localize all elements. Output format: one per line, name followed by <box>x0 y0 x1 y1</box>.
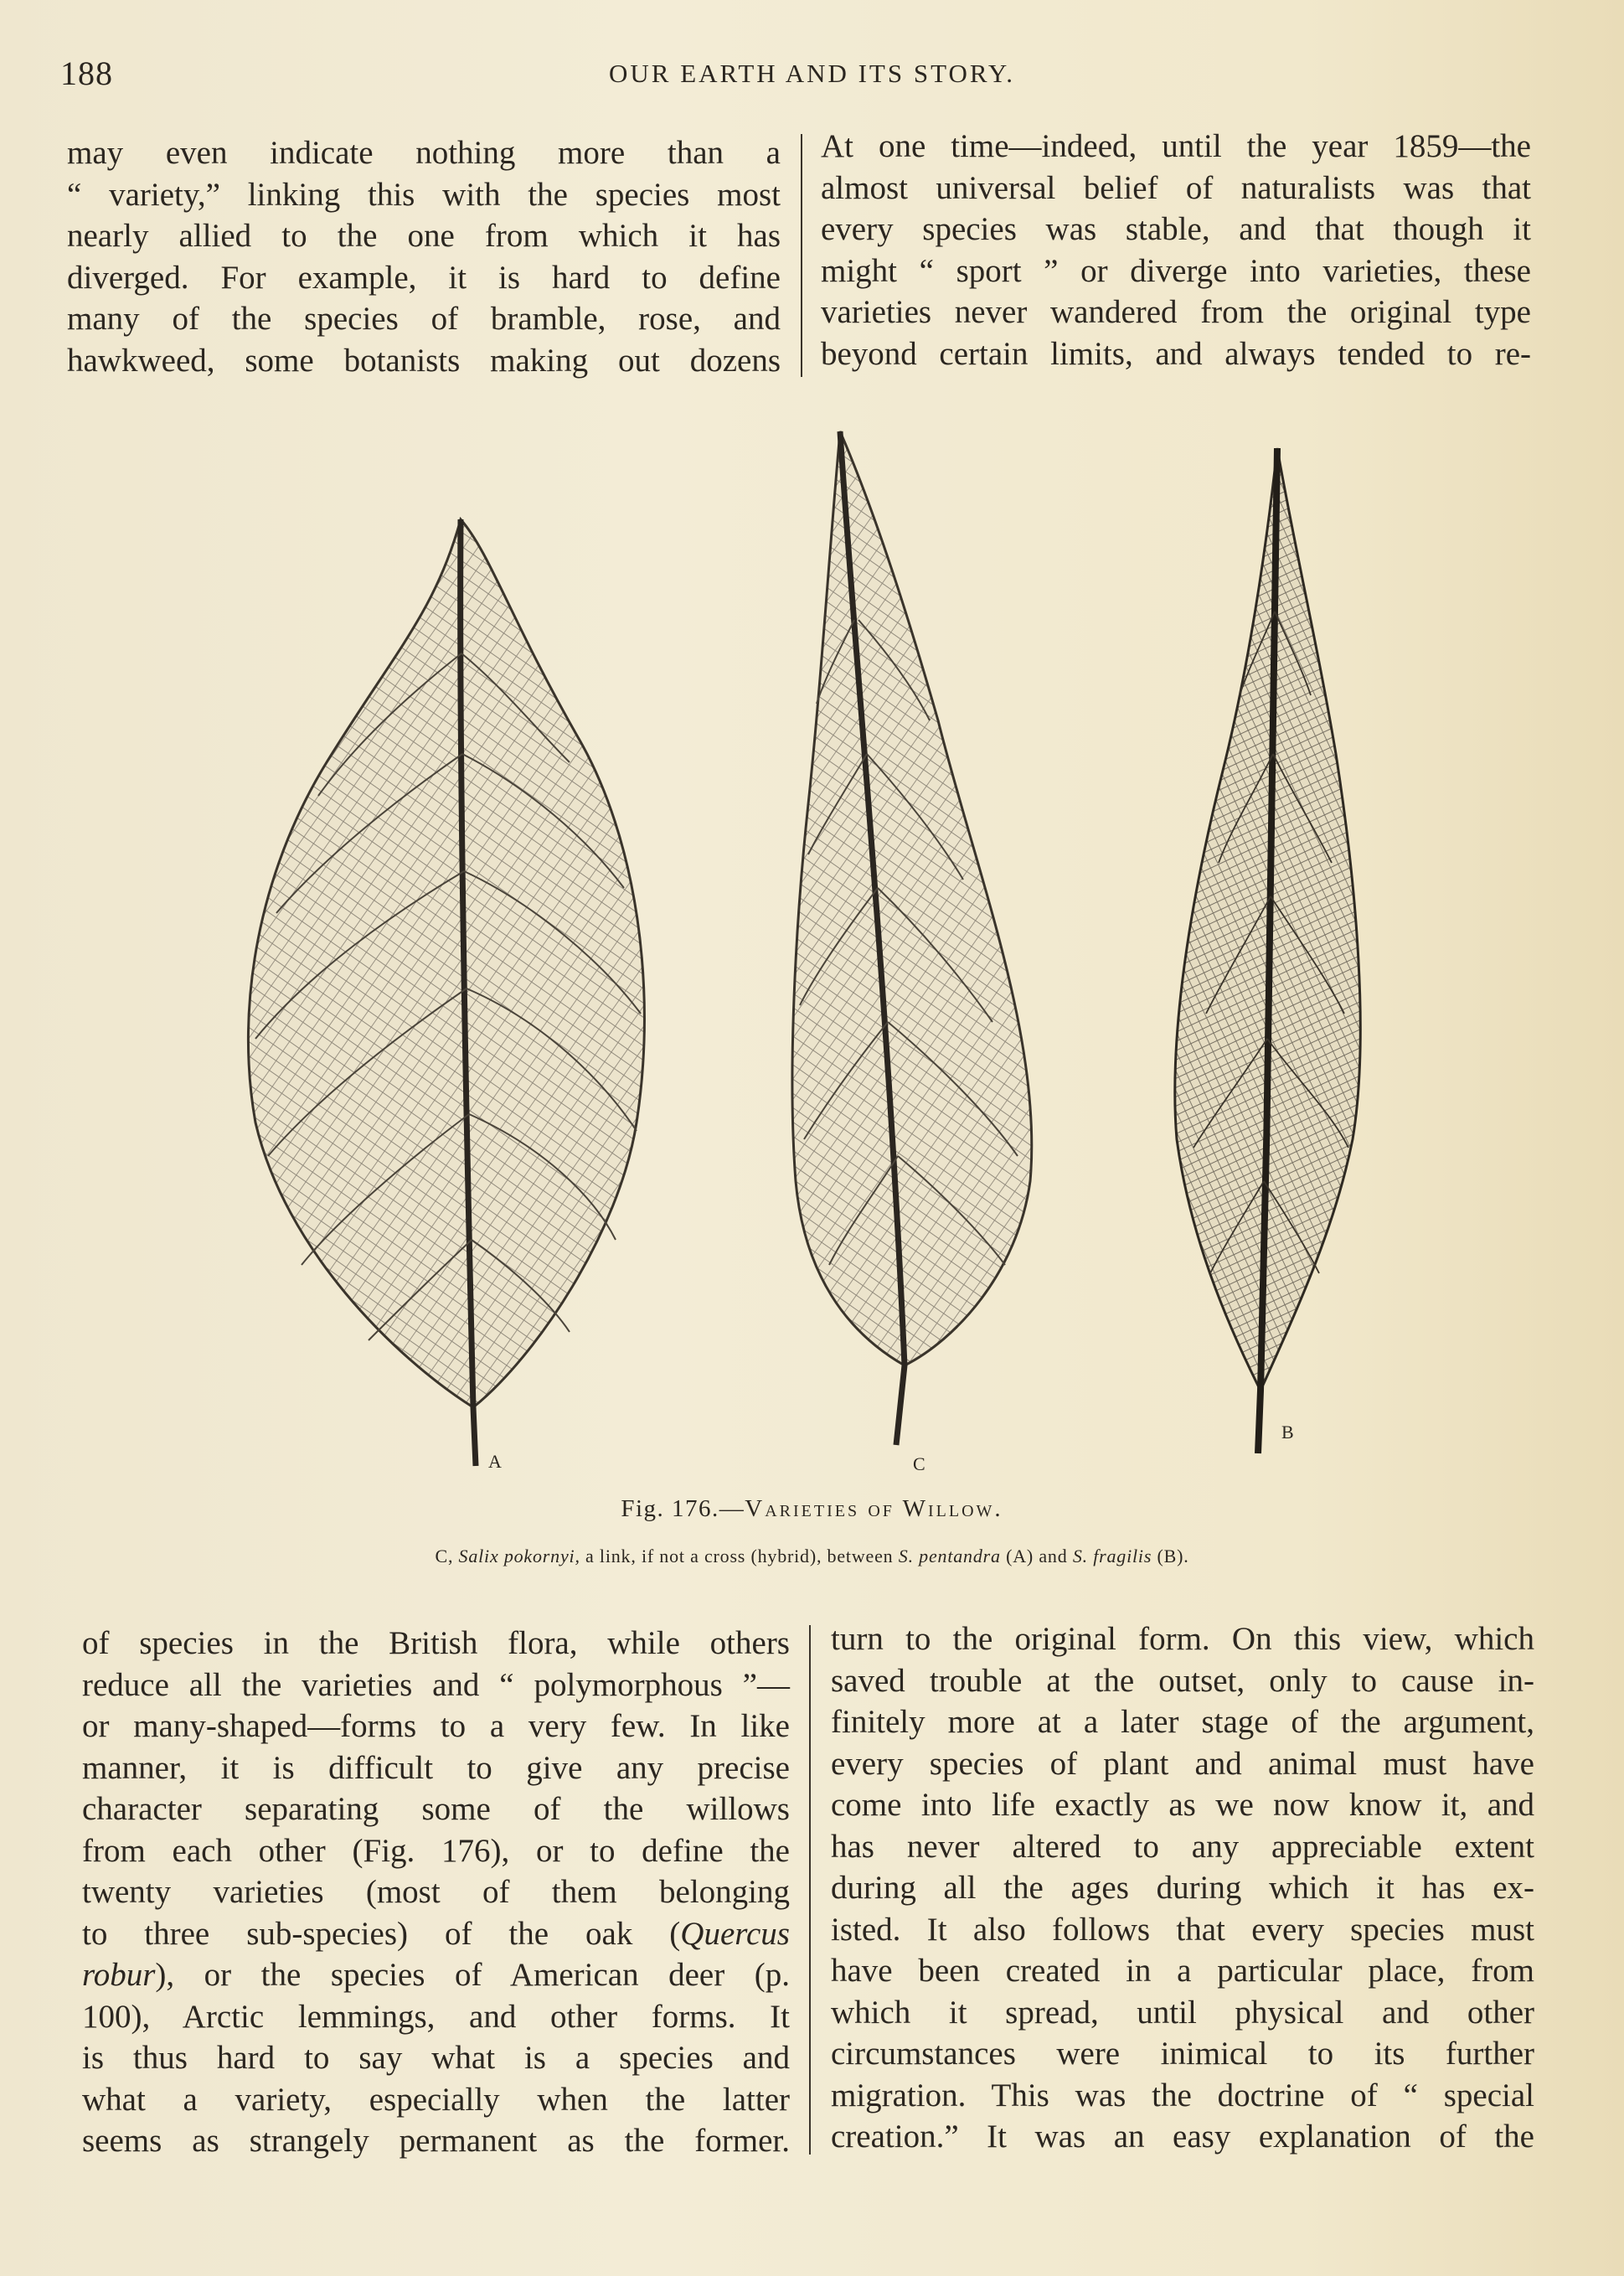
text-line: which it spread, until physical and other <box>831 1994 1534 2031</box>
running-head <box>0 50 1624 97</box>
text-line: character separating some of the willows <box>82 1791 790 1827</box>
text-line <box>82 1954 790 1996</box>
figure-caption <box>0 1495 1624 1523</box>
text-line: has never altered to any appreciable extent <box>831 1828 1534 1865</box>
leaf-a <box>248 519 644 1466</box>
figure-caption-title: Varieties of Willow. <box>745 1495 1003 1522</box>
subcaption-part: (A) and <box>1000 1546 1073 1566</box>
leaf-label-c: C <box>913 1453 925 1474</box>
text-line: during all the ages during which it has ex- <box>831 1870 1534 1906</box>
text-line: beyond certain limits, and always tended to re- <box>821 335 1531 372</box>
text-line: manner, it is difficult to give any precise <box>82 1749 790 1786</box>
figure-caption-number: Fig. 176.— <box>621 1495 745 1522</box>
text-line: what a variety, especially when the latter <box>82 2081 790 2118</box>
leaf-label-a: A <box>488 1451 502 1472</box>
leaf-c <box>792 431 1032 1445</box>
leaf-label-b: B <box>1281 1422 1294 1442</box>
page-number: 188 <box>60 54 113 92</box>
text-line: or many-shaped—forms to a very few. In like <box>82 1708 790 1744</box>
text-line: At one time—indeed, until the year 1859—the <box>821 128 1531 164</box>
italic-genus: Quercus <box>680 1915 790 1952</box>
text-line: may even indicate nothing more than a <box>67 135 781 171</box>
subcaption-species-name: S. fragilis <box>1072 1546 1152 1566</box>
text-line: 100), Arctic lemmings, and other forms. It <box>82 1998 790 2035</box>
text-line: diverged. For example, it is hard to define <box>67 259 781 296</box>
text-line: finitely more at a later stage of the argument, <box>831 1704 1534 1740</box>
text-line: every species was stable, and that though it <box>821 211 1531 247</box>
text-line: reduce all the varieties and “ polymorphous ”— <box>82 1666 790 1703</box>
subcaption-species-name: S. pentandra <box>898 1546 1001 1566</box>
text-line: circumstances were inimical to its further <box>831 2036 1534 2072</box>
text-line: from each other (Fig. 176), or to define the <box>82 1832 790 1869</box>
column-divider <box>809 1625 811 2155</box>
text-line: nearly allied to the one from which it has <box>67 218 781 254</box>
text-line: saved trouble at the outset, only to cause in- <box>831 1662 1534 1699</box>
running-title: OUR EARTH AND ITS STORY. <box>609 59 1015 88</box>
text-line: of species in the British flora, while others <box>82 1625 790 1661</box>
text-line: might “ sport ” or diverge into varieties, these <box>821 252 1531 289</box>
subcaption-species-name: Salix pokornyi, <box>458 1546 580 1566</box>
willow-figure <box>0 402 1624 1508</box>
column-divider <box>801 134 802 377</box>
text-line: every species of plant and animal must have <box>831 1745 1534 1782</box>
text-line: “ variety,” linking this with the species most <box>67 176 781 213</box>
text-line: twenty varieties (most of them belonging <box>82 1874 790 1910</box>
text-line: have been created in a particular place, from <box>831 1953 1534 1989</box>
text-line <box>82 1913 790 1955</box>
text-line: isted. It also follows that every species must <box>831 1911 1534 1948</box>
text-line: migration. This was the doctrine of “ special <box>831 2077 1534 2113</box>
column-bottom-right <box>831 1618 1534 2158</box>
text-segment: ), or the species of American deer (p. <box>155 1957 790 1993</box>
leaf-b <box>1175 448 1360 1453</box>
text-line: come into life exactly as we now know it, and <box>831 1787 1534 1823</box>
text-line: turn to the original form. On this view, which <box>831 1621 1534 1657</box>
text-line: creation.” It was an easy explanation of the <box>831 2119 1534 2155</box>
text-line: varieties never wandered from the original type <box>821 294 1531 330</box>
text-segment: to three sub-species) of the oak ( <box>82 1915 681 1952</box>
column-top-left <box>67 132 781 381</box>
italic-species: robur <box>82 1957 156 1993</box>
column-top-right <box>821 126 1531 374</box>
text-line: many of the species of bramble, rose, and <box>67 301 781 337</box>
column-bottom-left <box>82 1623 790 2162</box>
text-line: almost universal belief of naturalists was that <box>821 169 1531 206</box>
figure-subcaption <box>0 1546 1624 1567</box>
subcaption-part: C, <box>435 1546 459 1566</box>
subcaption-part: a link, if not a cross (hybrid), between <box>580 1546 899 1566</box>
text-line: is thus hard to say what is a species and <box>82 2040 790 2076</box>
text-line: seems as strangely permanent as the former. <box>82 2123 790 2159</box>
text-line: hawkweed, some botanists making out dozens <box>67 342 781 379</box>
subcaption-part: (B). <box>1152 1546 1189 1566</box>
willow-leaves-illustration <box>0 402 1624 1508</box>
